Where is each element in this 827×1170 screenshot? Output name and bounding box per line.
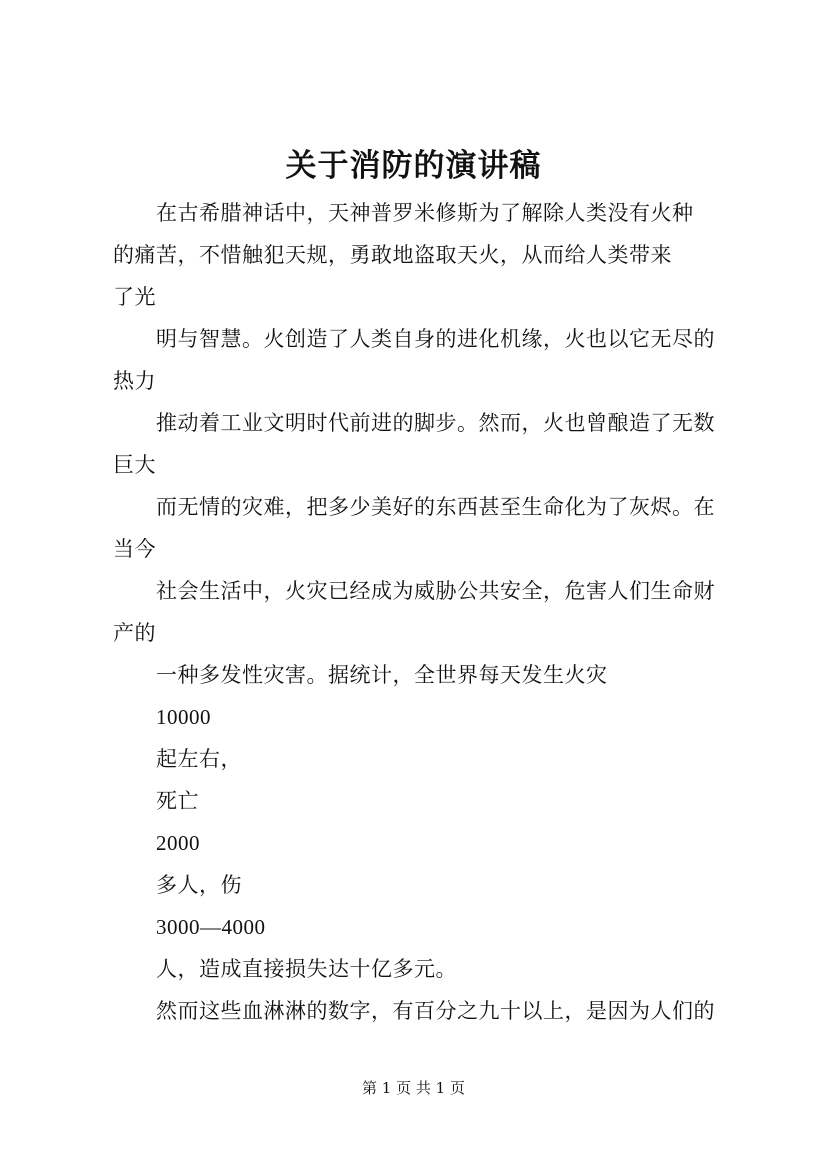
paragraph-line: 在古希腊神话中，天神普罗米修斯为了解除人类没有火种 [156, 201, 694, 225]
paragraph-line: 多人，伤 [156, 873, 242, 897]
paragraph-line: 推动着工业文明时代前进的脚步。然而，火也曾酿造了无数 [156, 411, 715, 435]
paragraph-line: 产的 [113, 621, 156, 645]
paragraph-line: 而无情的灾难，把多少美好的东西甚至生命化为了灰烬。在 [156, 495, 715, 519]
paragraph-line: 巨大 [113, 453, 156, 477]
paragraph-line: 的痛苦，不惜触犯天规，勇敢地盗取天火，从而给人类带来 [113, 243, 672, 267]
paragraph-line: 死亡 [156, 789, 199, 813]
paragraph-line: 当今 [113, 537, 156, 561]
paragraph-line: 10000 [156, 705, 211, 729]
paragraph-line: 3000—4000 [156, 915, 266, 939]
document-title: 关于消防的演讲稿 [285, 148, 542, 184]
paragraph-line: 热力 [113, 369, 156, 393]
paragraph-line: 一种多发性灾害。据统计，全世界每天发生火灾 [156, 663, 608, 687]
paragraph-line: 社会生活中，火灾已经成为威胁公共安全，危害人们生命财 [156, 579, 715, 603]
paragraph-line: 了光 [113, 285, 156, 309]
page-footer: 第 1 页 共 1 页 [362, 1079, 465, 1097]
paragraph-line: 起左右， [156, 747, 242, 771]
paragraph-line: 2000 [156, 831, 200, 855]
paragraph-line: 然而这些血淋淋的数字，有百分之九十以上，是因为人们的 [156, 999, 715, 1023]
paragraph-line: 明与智慧。火创造了人类自身的进化机缘，火也以它无尽的 [156, 327, 715, 351]
paragraph-line: 人，造成直接损失达十亿多元。 [156, 957, 457, 981]
